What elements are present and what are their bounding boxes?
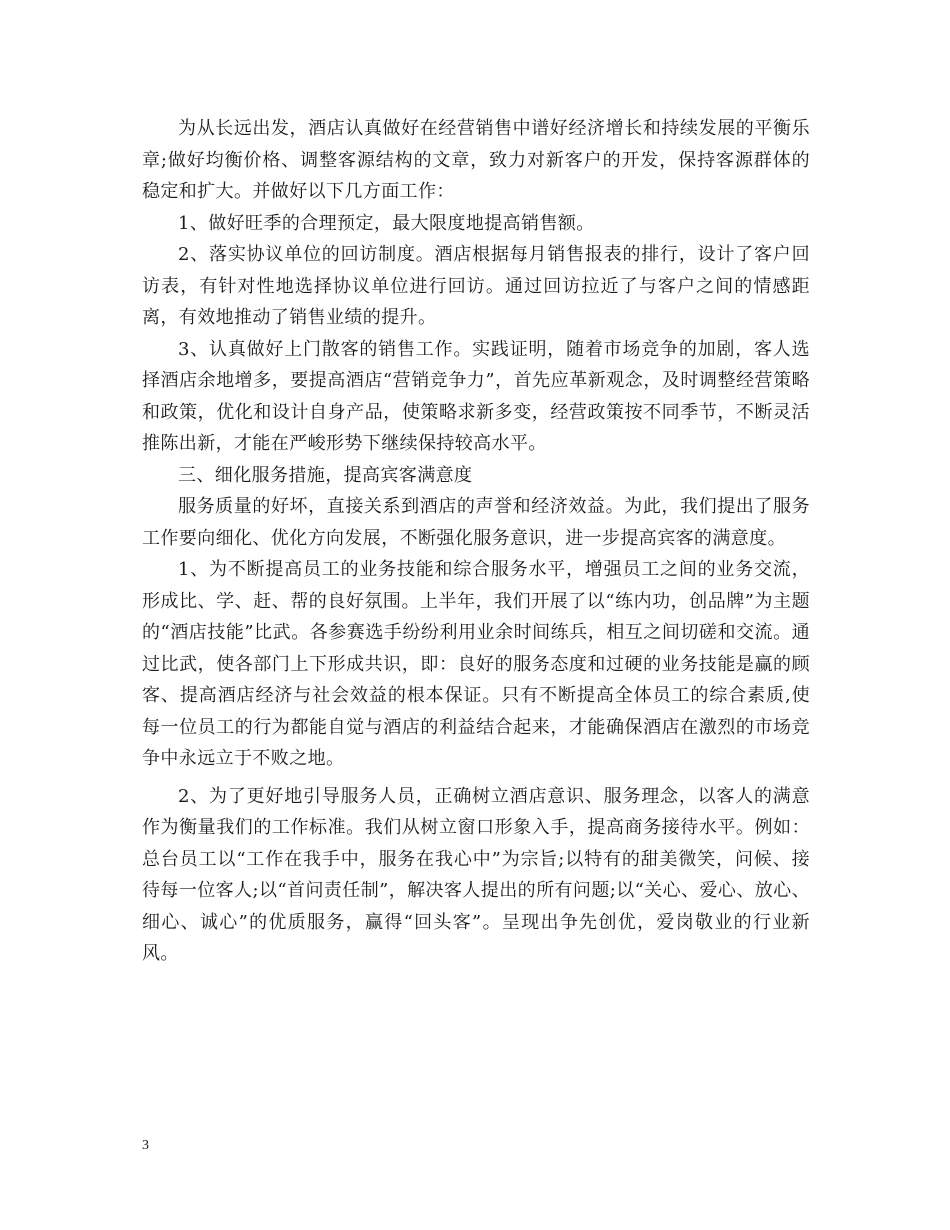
paragraph-service-intro: 服务质量的好坏，直接关系到酒店的声誉和经济效益。为此，我们提出了服务工作要向细化、优化方向发展，不断强化服务意识，进一步提高宾客的满意度。 — [142, 496, 810, 549]
paragraph-item-1: 1、做好旺季的合理预定，最大限度地提高销售额。 — [178, 212, 595, 234]
section-heading: 三、细化服务措施，提高宾客满意度 — [178, 464, 473, 486]
document-body — [142, 113, 810, 970]
paragraph-service-item-1: 1、为不断提高员工的业务技能和综合服务水平，增强员工之间的业务交流，形成比、学、赶、帮的良好氛围。上半年，我们开展了以“练内功，创品牌”为主题的“酒店技能”比武。各参赛选手纷纷利用业余时间练兵，相互之间切磋和交流。通过比武，使各部门上下形成共识，即：良好的服务态度和过硬的业务技能是赢的顾客、提高酒店经济与社会效益的根本保证。只有不断提高全体员工的综合素质,使每一位员工的行为都能自觉与酒店的利益结合起来，才能确保酒店在激烈的市场竞争中永远立于不败之地。 — [142, 559, 810, 769]
paragraph-item-2: 2、落实协议单位的回访制度。酒店根据每月销售报表的排行，设计了客户回访表，有针对性地选择协议单位进行回访。通过回访拉近了与客户之间的情感距离，有效地推动了销售业绩的提升。 — [142, 244, 810, 328]
paragraph-item-3: 3、认真做好上门散客的销售工作。实践证明，随着市场竞争的加剧，客人选择酒店余地增多，要提高酒店“营销竞争力”，首先应革新观念，及时调整经营策略和政策，优化和设计自身产品，使策略求新多变，经营政策按不同季节，不断灵活推陈出新，才能在严峻形势下继续保持较高水平。 — [142, 338, 810, 454]
paragraph-intro: 为从长远出发，酒店认真做好在经营销售中谱好经济增长和持续发展的平衡乐章;做好均衡价格、调整客源结构的文章，致力对新客户的开发，保持客源群体的稳定和扩大。并做好以下几方面工作： — [142, 118, 810, 202]
paragraph-service-item-2: 2、为了更好地引导服务人员，正确树立酒店意识、服务理念，以客人的满意作为衡量我们的工作标准。我们从树立窗口形象入手，提高商务接待水平。例如：总台员工以“工作在我手中，服务在我心中”为宗旨;以特有的甜美微笑，问候、接待每一位客人;以“首问责任制”，解决客人提出的所有问题;以“关心、爱心、放心、细心、诚心”的优质服务，赢得“回头客”。呈现出争先创优，爱岗敬业的行业新风。 — [142, 785, 810, 964]
page-number: 3 — [142, 1138, 149, 1153]
